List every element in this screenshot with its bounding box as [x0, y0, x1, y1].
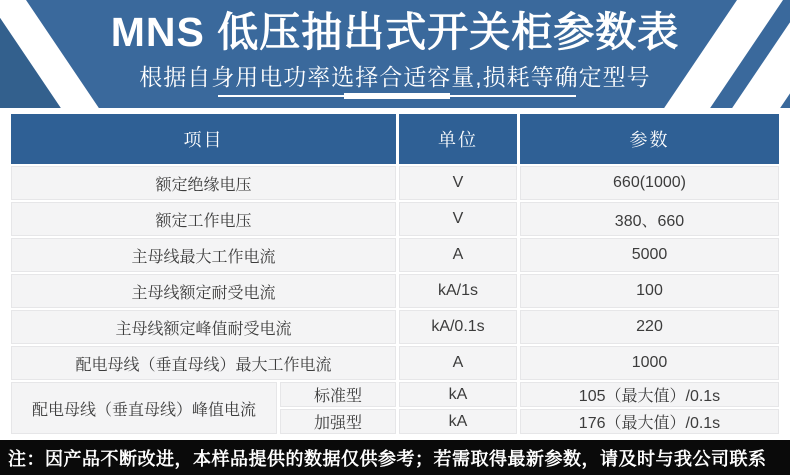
unit-cell: V: [399, 166, 517, 200]
item-cell: 主母线额定峰值耐受电流: [11, 310, 396, 344]
param-cell: 105（最大值）/0.1s: [520, 382, 779, 407]
item-cell: 主母线额定耐受电流: [11, 274, 396, 308]
item-cell: 额定绝缘电压: [11, 166, 396, 200]
table-row-group-first: [11, 382, 779, 407]
column-header-item: 项目: [11, 114, 396, 164]
variant-type-cell: 加强型: [280, 409, 396, 434]
title-underline-accent: [344, 93, 450, 99]
footer-note-text: 注：因产品不断改进，本样品提供的数据仅供参考；若需取得最新参数，请及时与我公司联系: [8, 448, 767, 469]
param-cell: 176（最大值）/0.1s: [520, 409, 779, 434]
page-subtitle: 根据自身用电功率选择合适容量,损耗等确定型号: [139, 64, 651, 91]
table-row: [11, 274, 779, 308]
table-row: [11, 202, 779, 236]
unit-cell: A: [399, 238, 517, 272]
unit-cell: V: [399, 202, 517, 236]
unit-cell: kA: [399, 382, 517, 407]
table-header-row: [11, 114, 779, 164]
param-cell: 220: [520, 310, 779, 344]
column-header-param: 参数: [520, 114, 779, 164]
param-cell: 660(1000): [520, 166, 779, 200]
param-cell: 1000: [520, 346, 779, 380]
param-cell: 100: [520, 274, 779, 308]
unit-cell: A: [399, 346, 517, 380]
page-title: MNS 低压抽出式开关柜参数表: [110, 9, 680, 55]
column-header-unit: 单位: [399, 114, 517, 164]
table-row: [11, 238, 779, 272]
unit-cell: kA: [399, 409, 517, 434]
item-cell: 额定工作电压: [11, 202, 396, 236]
unit-cell: kA/0.1s: [399, 310, 517, 344]
table-row: [11, 310, 779, 344]
unit-cell: kA/1s: [399, 274, 517, 308]
param-cell: 380、660: [520, 202, 779, 236]
footer-note-bar: [0, 440, 790, 475]
item-cell: 配电母线（垂直母线）最大工作电流: [11, 346, 396, 380]
group-item-cell: 配电母线（垂直母线）峰值电流: [11, 382, 277, 434]
param-cell: 5000: [520, 238, 779, 272]
table-row: [11, 166, 779, 200]
item-cell: 主母线最大工作电流: [11, 238, 396, 272]
variant-type-cell: 标准型: [280, 382, 396, 407]
header-banner: [0, 0, 790, 108]
table-row: [11, 346, 779, 380]
spec-table: [8, 112, 782, 436]
